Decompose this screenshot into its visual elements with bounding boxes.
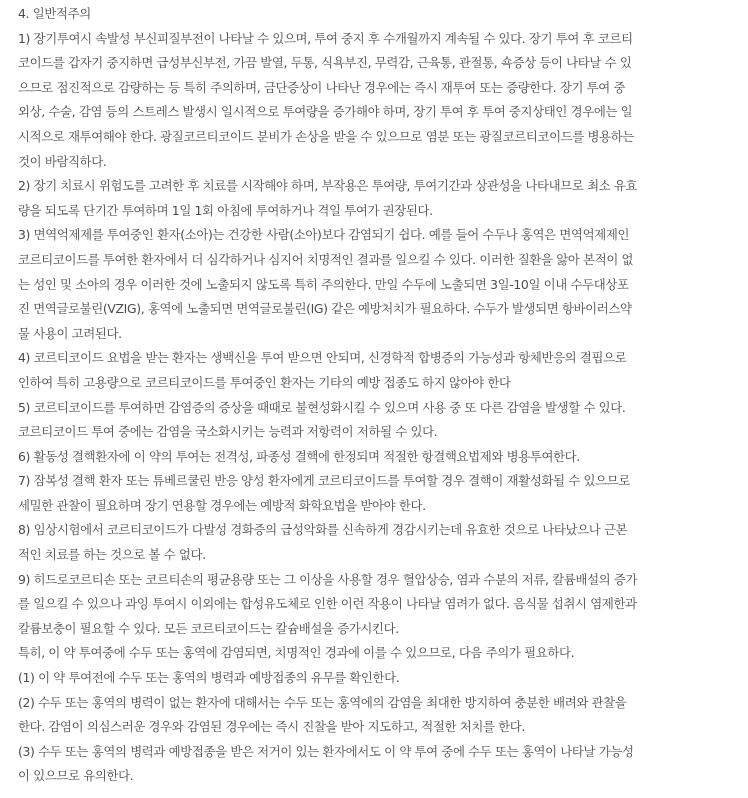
text-line: 9) 히드로코르티손 또는 코르티손의 평균용량 또는 그 이상을 사용할 경우 혈압상승, 염과 수분의 저류, 칼륨배설의 증가 xyxy=(18,571,638,587)
text-line: 코르티코이드 투여 중에는 감염을 국소화시키는 능력과 저항력이 저하될 수 있다. xyxy=(18,424,438,440)
text-line: 것이 바람직하다. xyxy=(18,153,107,169)
text-line: (2) 수두 또는 홍역의 병력이 없는 환자에 대해서는 수두 또는 홍역에의 감염을 최대한 방지하여 충분한 배려와 관찰을 xyxy=(18,694,627,710)
text-line: 2) 장기 치료시 위험도를 고려한 후 치료를 시작해야 하며, 부작용은 투여량, 투여기간과 상관성을 나타내므로 최소 유효 xyxy=(18,178,638,194)
text-line: 한다. 감염이 의심스러운 경우와 감염된 경우에는 즉시 진찰을 받아 지도하고, 적절한 처치를 한다. xyxy=(18,719,525,735)
text-line: (3) 수두 또는 홍역의 병력과 예방접종을 받은 저거이 있는 환자에서도 이 약 투여 중에 수두 또는 홍역이 나타날 가능성 xyxy=(18,743,634,759)
text-line: 칼륨보충이 필요할 수 있다. 모든 코르티코이드는 칼슘배설을 증가시킨다. xyxy=(18,620,399,636)
text-line: 7) 잠복성 결핵 환자 또는 튜베르쿨린 반응 양성 환자에게 코르티코이드를 투여할 경우 결핵이 재활성화될 수 있으므로 xyxy=(18,473,630,489)
text-line: 8) 임상시험에서 코르티코이드가 다발성 경화증의 급성악화를 신속하게 경감시키는데 유효한 것으로 나타났으나 근본 xyxy=(18,522,628,538)
text-line: 외상, 수술, 감염 등의 스트레스 발생시 일시적으로 투여량을 증가해야 하며, 장기 투여 후 투여 중지상태인 경우에는 일 xyxy=(18,104,633,120)
text-line: 를 일으킬 수 있으나 과잉 투여시 이외에는 합성유도체로 인한 이런 작용이 나타날 염려가 없다. 음식물 섭취시 염제한과 xyxy=(18,596,637,612)
section-heading: 4. 일반적주의 xyxy=(18,6,91,21)
text-line: 적인 치료를 하는 것으로 볼 수 없다. xyxy=(18,547,206,563)
text-line: 코이드를 갑자기 중지하면 급성부신부전, 가끔 발열, 두통, 식욕부진, 무력감, 근육통, 관절통, 쇽증상 등이 나타날 수 있 xyxy=(18,55,632,71)
text-line: 세밀한 관찰이 필요하며 장기 연용할 경우에는 예방적 화학요법을 받아야 한다. xyxy=(18,497,426,513)
text-line: 으므로 점진적으로 감량하는 등 특히 주의하며, 금단증상이 나타난 경우에는 즉시 재투여 또는 증량한다. 장기 투여 중 xyxy=(18,79,626,95)
text-line: 량을 되도록 단기간 투여하며 1일 1회 아침에 투여하거나 격일 투여가 권장된다. xyxy=(18,202,433,218)
text-line: (1) 이 약 투여전에 수두 또는 홍역의 병력과 예방접종의 유무를 확인한다. xyxy=(18,670,400,686)
text-line: 특히, 이 약 투여중에 수두 또는 홍역에 감염되면, 치명적인 경과에 이를 수 있으므로, 다음 주의가 필요하다. xyxy=(18,645,575,661)
text-line: 이 있으므로 유의한다. xyxy=(18,768,134,784)
text-line: 4) 코르티코이드 요법을 받는 환자는 생백신을 투여 받으면 안되며, 신경학적 합병증의 가능성과 항체반응의 결핍으로 xyxy=(18,350,627,366)
text-line: 진 면역글로불린(VZIG), 홍역에 노출되면 면역글로불린(IG) 같은 예방처치가 필요하다. 수두가 발생되면 항바이러스약 xyxy=(18,301,632,317)
text-line: 물 사용이 고려된다. xyxy=(18,325,122,341)
text-line: 5) 코르티코이드를 투여하면 감염증의 증상을 때때로 불현성화시킬 수 있으며 사용 중 또 다른 감염을 발생할 수 있다. xyxy=(18,399,626,415)
text-line: 3) 면역억제제를 투여중인 환자(소아)는 건강한 사람(소아)보다 감염되기 쉽다. 예를 들어 수두나 홍역은 면역억제제인 xyxy=(18,227,630,243)
text-line: 인하여 특히 고용량으로 코르티코이드를 투여중인 환자는 기타의 예방 접종도 하지 않아야 한다 xyxy=(18,374,511,390)
text-line: 6) 활동성 결핵환자에 이 약의 투여는 전격성, 파종성 결핵에 한정되며 적절한 항결핵요법제와 병용투여한다. xyxy=(18,448,580,464)
text-line: 는 성인 및 소아의 경우 이러한 것에 노출되지 않도록 특히 주의한다. 만일 수두에 노출되면 3일-10일 이내 수두대상포 xyxy=(18,276,629,292)
text-line: 코르티코이드를 투여한 환자에서 더 심각하거나 심지어 치명적인 결과를 일으킬 수 있다. 이러한 질환을 앓아 본적이 없 xyxy=(18,251,634,267)
text-line: 시적으로 재투여해야 한다. 광질코르티코이드 분비가 손상을 받을 수 있으므로 염분 또는 광질코르티코이드를 병용하는 xyxy=(18,128,634,144)
text-line: 1) 장기투여시 속발성 부신피질부전이 나타날 수 있으며, 투여 중지 후 수개월까지 계속될 수 있다. 장기 투여 후 코르티 xyxy=(18,30,633,46)
